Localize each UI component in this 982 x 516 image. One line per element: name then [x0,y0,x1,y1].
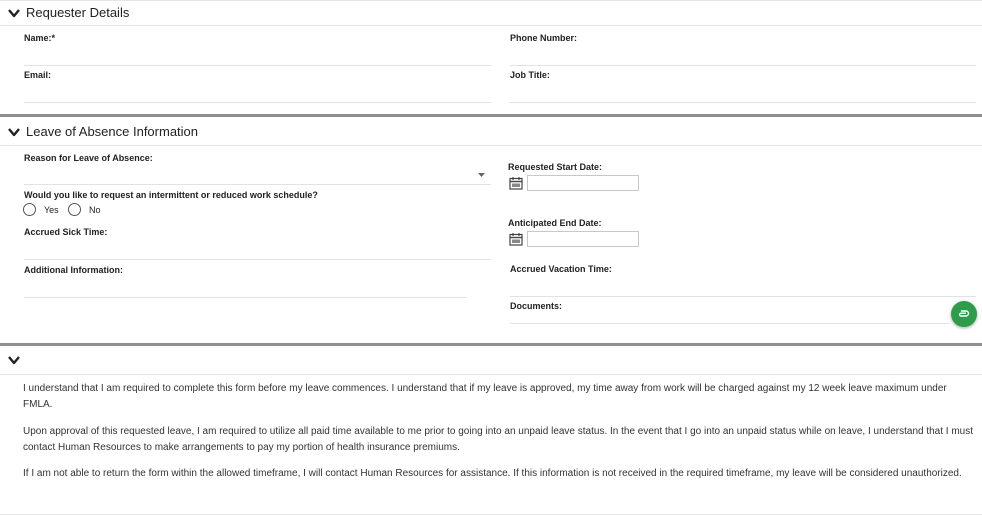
end-date-input[interactable] [527,231,639,247]
phone-input[interactable] [510,46,976,66]
reason-label: Reason for Leave of Absence: [24,153,153,163]
vacation-time-label: Accrued Vacation Time: [510,264,612,274]
caret-down-icon [478,173,485,177]
name-input[interactable] [24,46,491,66]
bottom-border [0,514,982,515]
sick-time-input[interactable] [24,240,491,260]
calendar-icon[interactable] [509,232,523,246]
attach-button[interactable] [951,301,977,327]
no-radio[interactable] [68,203,81,216]
section-divider [0,343,982,346]
yes-radio[interactable] [23,203,36,216]
chevron-down-icon[interactable] [7,353,21,367]
section-title-requester: Requester Details [26,5,130,20]
acknowledgment-paragraph-2: Upon approval of this requested leave, I am required to utilize all paid time available to me prior to going into an unpaid leave status. In the event that I go into an unpaid status while on leave, I understand that I must contact Human Resources to make arrangements to pay my portion of health insurance premiums. [23,426,974,453]
name-label: Name:* [24,33,56,43]
intermittent-question: Would you like to request an intermittent or reduced work schedule? [24,190,318,200]
jobtitle-label: Job Title: [510,70,550,80]
phone-label: Phone Number: [510,33,578,43]
paperclip-icon [957,307,971,321]
additional-info-input[interactable] [24,278,466,298]
chevron-down-icon[interactable] [7,125,21,139]
divider [0,25,982,26]
acknowledgment-paragraph-3: If I am not able to return the form within the allowed timeframe, I will contact Human Resources for assistance. If this information is not received in the required timeframe, my leave will be considered unauthorized. [23,468,962,479]
chevron-down-icon[interactable] [7,6,21,20]
documents-field[interactable] [510,314,950,324]
additional-info-label: Additional Information: [24,265,123,275]
sick-time-label: Accrued Sick Time: [24,227,108,237]
email-input[interactable] [24,83,491,103]
jobtitle-input[interactable] [510,83,976,103]
acknowledgment-paragraph-1: I understand that I am required to complete this form before my leave commences. I understand that if my leave is approved, my time away from work will be charged against my 12 week leave maximum under FMLA. [23,383,947,410]
start-date-input[interactable] [527,175,639,191]
no-label: No [89,205,101,215]
calendar-icon[interactable] [509,176,523,190]
section-title-leave: Leave of Absence Information [26,124,199,139]
documents-label: Documents: [510,301,563,311]
divider [0,374,982,375]
start-date-label: Requested Start Date: [508,162,603,172]
end-date-label: Anticipated End Date: [508,218,602,228]
yes-label: Yes [44,205,59,215]
reason-select[interactable] [24,166,491,185]
vacation-time-input[interactable] [510,277,976,297]
section-divider [0,114,982,117]
divider [0,145,982,146]
top-border [0,0,982,1]
email-label: Email: [24,70,52,80]
